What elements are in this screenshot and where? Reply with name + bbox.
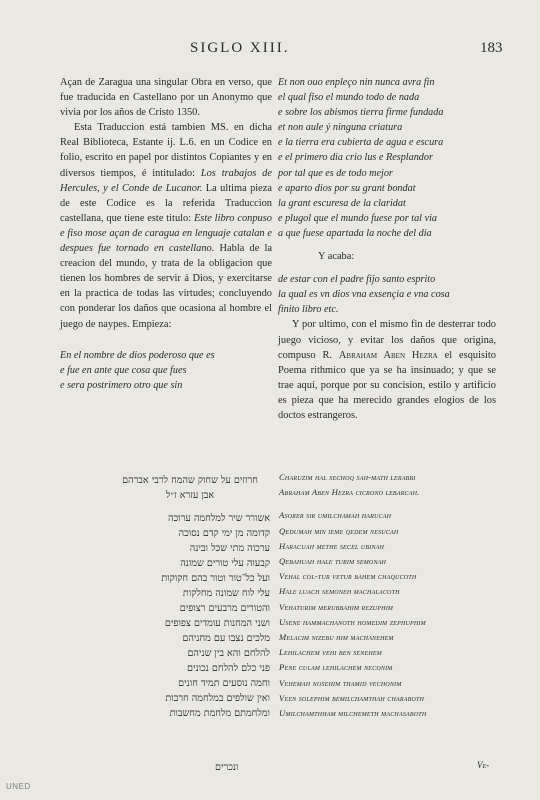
transliteration-line: Veen solephim bemilchamthah charaboth <box>279 692 425 703</box>
hebrew-line: וחמה נוסעים תמיד חונים <box>178 678 270 689</box>
paragraph-2-start: Esta Traduccion está tambien MS. en dicha Real Biblioteca, Estante ij. L.6. en un Codice en folio, escrito en papel por distintos Copiantes y en diversos tiempos, é intitulado: <box>60 122 272 179</box>
transliteration-line: Hale luach semoneh machalacoth <box>279 586 400 597</box>
verse-line: e plugol que el mundo fuese por tal via <box>278 212 438 224</box>
verse-line: e fue en ante que cosa que fues <box>60 364 187 376</box>
author-name: Abraham Aben Hezra <box>338 349 438 361</box>
verse-line: et non aule ý ninguna criatura <box>278 122 403 134</box>
verse-line: Et non ouo enpleço nin nunca avra fin <box>278 77 435 88</box>
transliteration-line: Qebahuah hale turim semonah <box>279 556 387 567</box>
hebrew-title-line: אבן עזרא ז״ל <box>165 490 215 501</box>
transliteration-line: Umilchamthham milchemeth machasaboth <box>279 708 427 719</box>
hebrew-line: ומלחמתם מלחמת מחשבות <box>169 708 270 719</box>
paragraph-1: Açan de Zaragua una singular Obra en verso, que fue traducida en Castellano por un Anonymo que vivia por los años de Cristo 1350. <box>60 77 272 119</box>
transliteration-line: Pene culam lehilachem neconim <box>279 662 393 673</box>
verse-line: finito libro etc. <box>278 304 339 316</box>
paragraph-2 <box>60 120 272 331</box>
hebrew-catchword: ונכרים <box>215 762 239 773</box>
latin-catchword: Ve- <box>477 760 490 770</box>
paragraph-2-italic-incipit: Este libro conpuso e fiso mose açan de caragua en lenguaje catalan e despues fue tornado en castellano. <box>60 212 272 255</box>
paragraph-2-mid: La ultima pieza de este Codice es la referida Traduccion castellana, que tiene este titulo: <box>60 182 272 224</box>
transliteration-line: Usene hammachanoth homedim zephuphim <box>279 616 426 627</box>
verse-line: e sobre los abismos tierra firme fundada <box>278 107 444 119</box>
transliteration-poem <box>279 470 509 721</box>
verse-line: por tal que es de todo mejor <box>278 167 393 179</box>
hebrew-title-line: חרוזים על שחוק שהמח לרבי אברהם <box>122 475 258 486</box>
hebrew-line: מלכים נצבו עם מחניהם <box>182 633 270 644</box>
verse-line: e sera postrimero otro que sin <box>60 379 183 391</box>
hebrew-line: והטורים מרבעים רצופים <box>179 603 270 614</box>
hebrew-line: קבעוה עלי טורים שמונה <box>180 558 270 569</box>
transliteration-title-line: Abraham Aben Hezra cicrono lebarcah. <box>279 487 420 498</box>
hebrew-line: פני כלם להלחם נכונים <box>186 663 270 674</box>
paragraph-2-italic-title: Los trabajos de Hercules, y el Conde de Lucanor. <box>60 167 272 194</box>
verse-line: el qual fiso el mundo todo de nada <box>278 92 420 104</box>
verse-line: la grant escuresa de la claridat <box>278 197 406 209</box>
hebrew-line: ושני המחנות עומדים צפופים <box>164 618 270 629</box>
transliteration-line: Haracuah methe secel ubinah <box>279 540 385 551</box>
hebrew-line: קדומה מן ימי קדם נסוכה <box>178 528 270 539</box>
page-number: 183 <box>480 40 503 56</box>
paragraph-3-start: Y por ultimo, con el mismo fin de desterrar todo juego vicioso, y evitar los daños que origina, compuso R. <box>278 319 496 361</box>
transliteration-line: Lehilachem vehi ben senehem <box>279 647 382 658</box>
library-stamp: UNED <box>6 782 31 791</box>
transliteration-line: Vehal col-tur vetur bahem chaqucoth <box>279 571 417 582</box>
hebrew-line: ערכוה מתי שכל ובינה <box>189 543 270 554</box>
running-head: SIGLO XIII. <box>190 40 290 56</box>
paragraph-3-end: el esquisito Poema rithmico que ya se ha insinuado; y que se trae aquí, porque por su concision, estilo y artificio es pieza que ha merecido grandes elogios de los doctos estrangeros. <box>278 349 496 421</box>
ending-verses <box>278 272 496 317</box>
paragraph-2-end: Habla de la creacion del mundo, y trata de la obligacion que tienen los hombres de servir á Dios, y exercitarse en la practica de todas las virtudes; concluyendo con ponderar los daños que ocasiona al hombre el juego de naypes. Empieza: <box>60 243 272 330</box>
paragraph-3 <box>278 317 496 423</box>
transliteration-line: Qedumah min ieme qedem nesucah <box>279 525 399 536</box>
hebrew-line: עלי לוח שמונה מחלקות <box>182 588 270 599</box>
hebrew-line: להלחם והא בין שניהם <box>187 648 270 659</box>
transliteration-title-line: Charuzim hal sechoq sah-math lerabbi <box>279 472 416 482</box>
verse-line: a que fuese apartada la noche del dia <box>278 227 432 239</box>
verse-line: la qual es vn dios vna exsençia e vna cosa <box>278 289 450 301</box>
hebrew-title <box>110 473 270 503</box>
right-column <box>278 75 496 423</box>
transliteration-line: Asorer sir umilchamah harucah <box>279 510 392 521</box>
verse-line: de estar con el padre fijo santo esprito <box>278 274 436 286</box>
hebrew-line: ועל כל־טור וטור בהם חקוקות <box>161 573 270 584</box>
hebrew-line: ואין שולפים במלחמה חרבות <box>165 693 270 704</box>
transliteration-line: Vehaturim merubbahim rezuphim <box>279 601 394 612</box>
verse-line: e aparto dios por su grant bondat <box>278 182 416 194</box>
left-verses <box>60 348 272 393</box>
verse-line: En el nombre de dios poderoso que es <box>60 349 215 361</box>
verse-line: e la tierra era cubierta de agua e escura <box>278 137 444 149</box>
left-column <box>60 75 272 393</box>
transliteration-title <box>279 470 509 500</box>
right-verses <box>278 75 496 241</box>
hebrew-poem <box>110 473 270 721</box>
y-acaba-label: Y acaba: <box>318 251 355 263</box>
verse-line: e el primero dia crio lus e Resplandor <box>278 152 433 164</box>
transliteration-line: Melacim nizebu him machanehem <box>279 632 394 643</box>
hebrew-line: אשורר שיר למלחמה ערוכה <box>168 513 270 524</box>
transliteration-line: Vehemah nosehim thamid vechonim <box>279 677 402 688</box>
